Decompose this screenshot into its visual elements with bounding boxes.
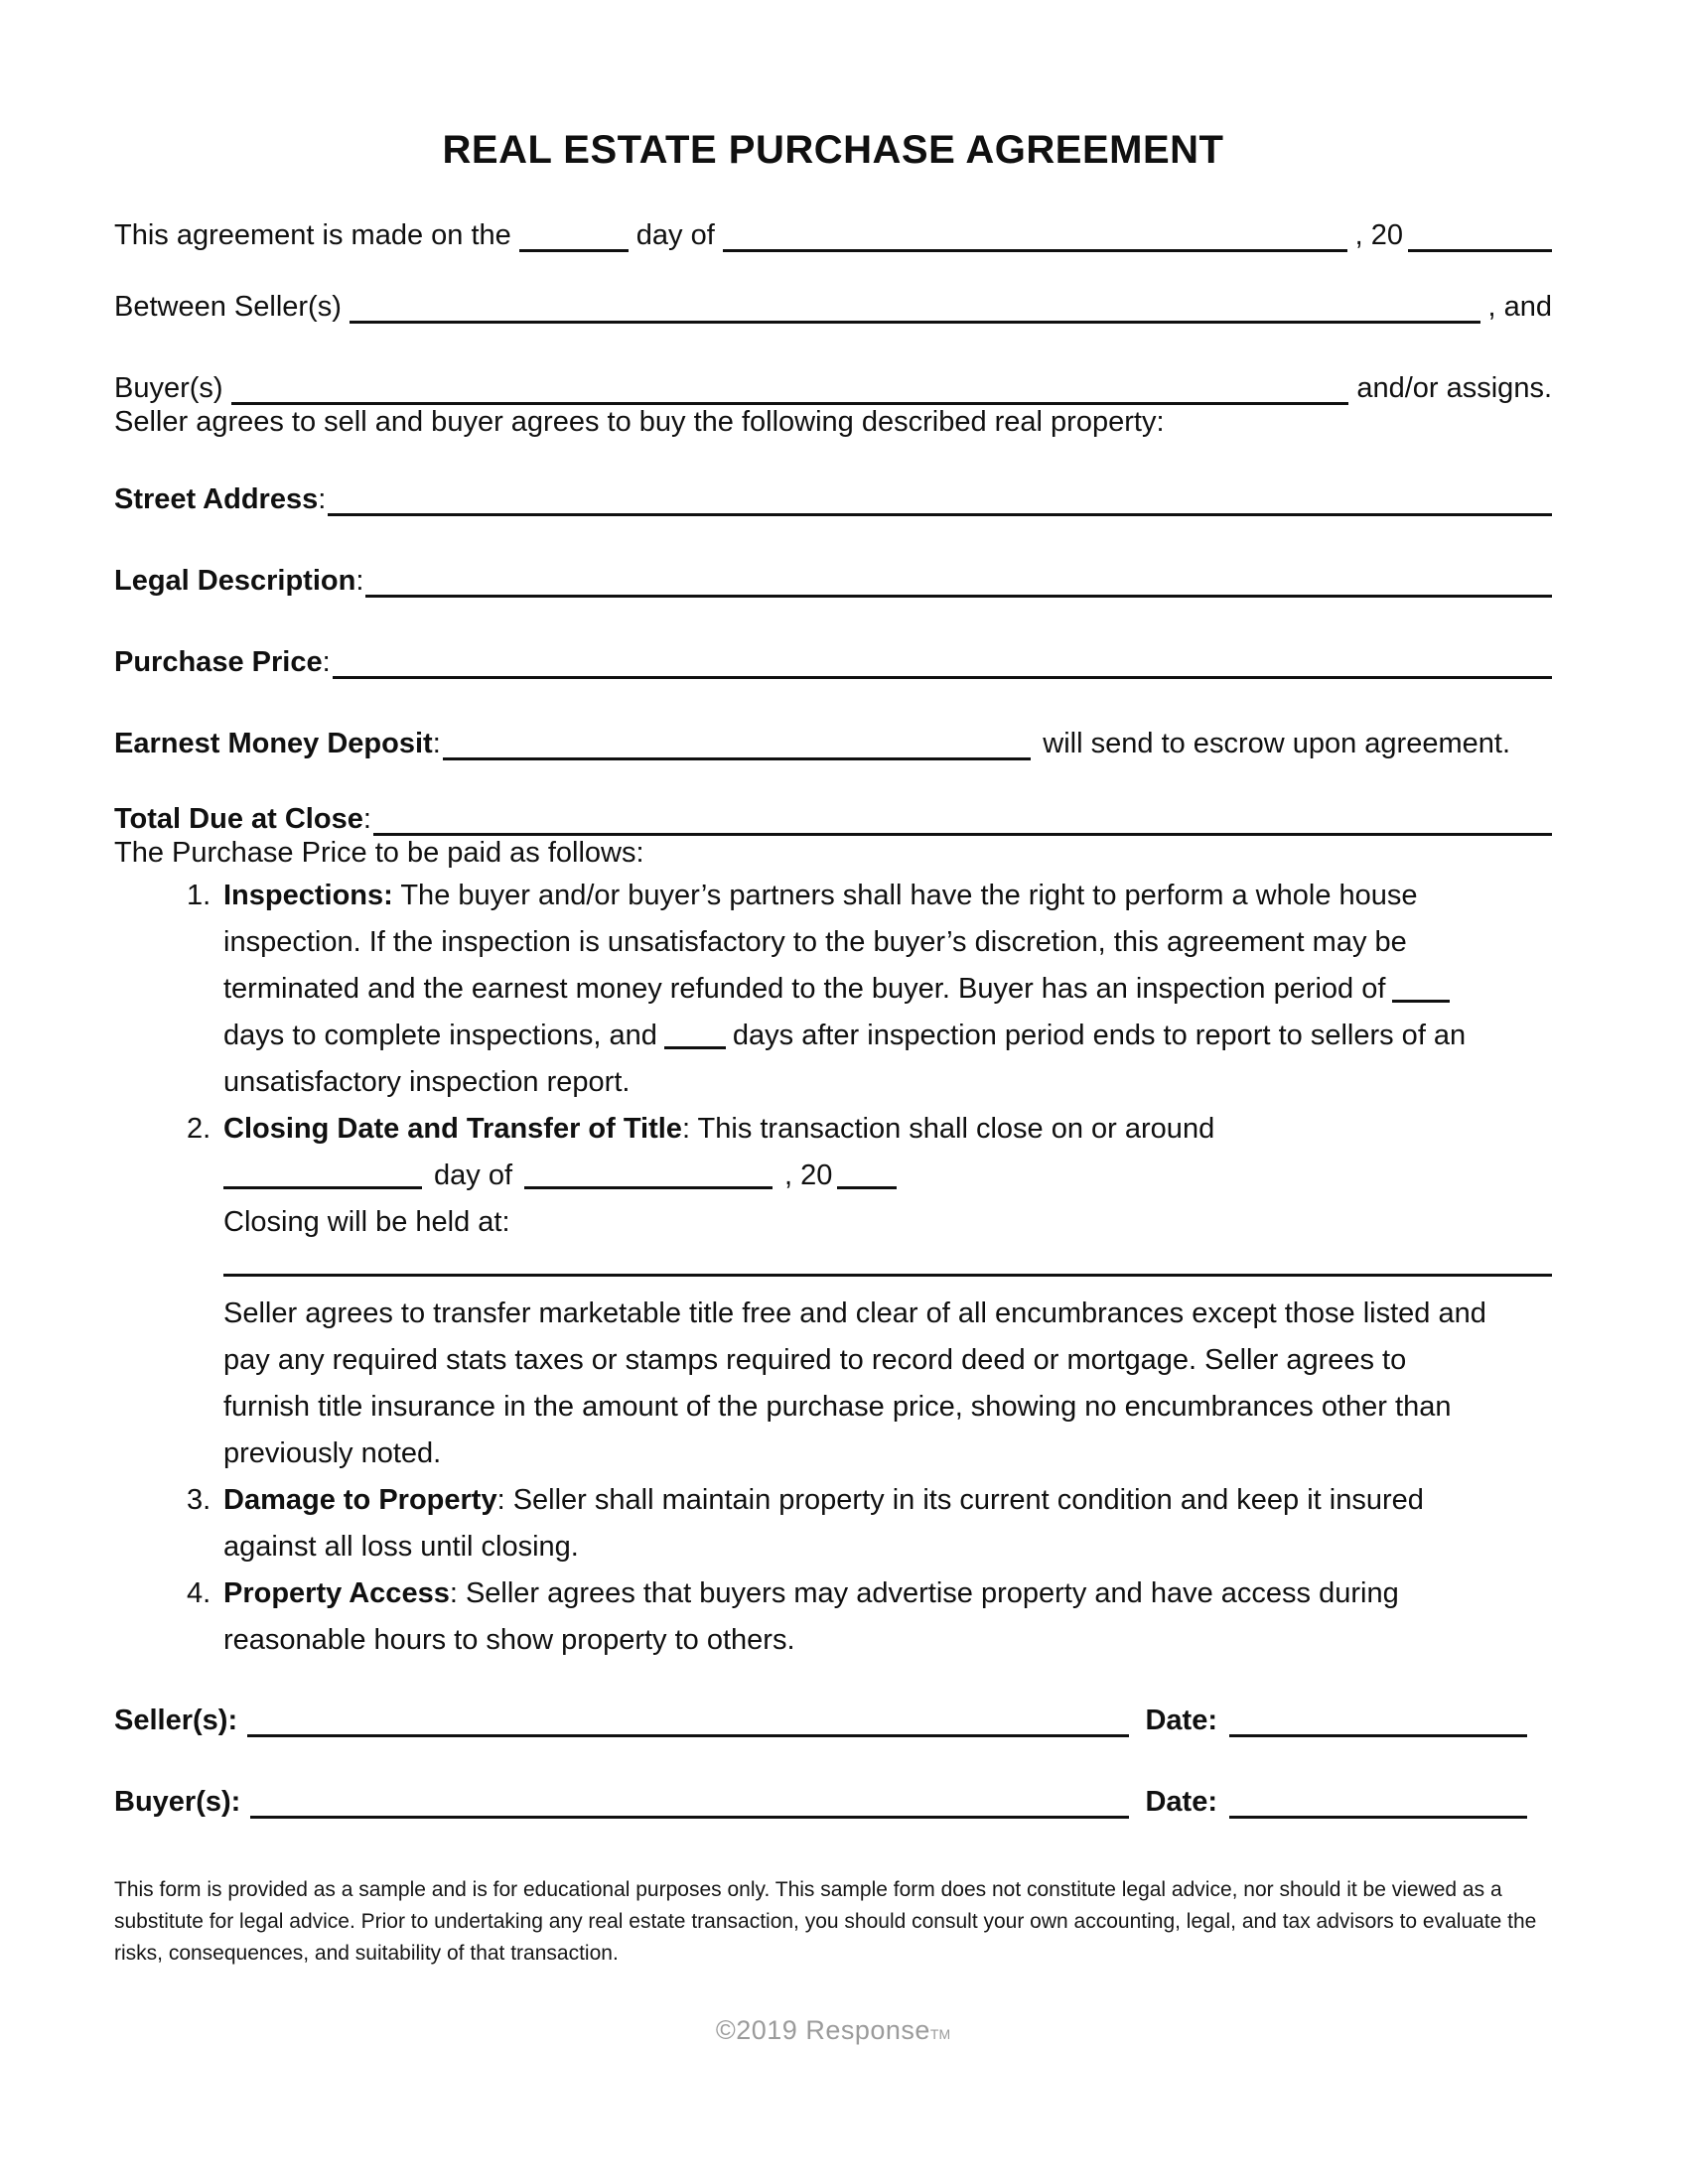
seller-signature-row xyxy=(114,1704,1552,1737)
total-due-colon: : xyxy=(362,803,371,835)
trademark-symbol: TM xyxy=(929,2026,951,2042)
access-heading: Property Access xyxy=(223,1577,450,1609)
agreement-date-text-pre: This agreement is made on the xyxy=(114,219,511,251)
purchase-price-colon: : xyxy=(322,646,331,678)
seller-signature-label: Seller(s): xyxy=(114,1705,238,1736)
street-address-label: Street Address xyxy=(114,483,319,515)
blank-seller-date xyxy=(1229,1734,1527,1737)
seller-names-line xyxy=(114,290,1552,324)
inspections-body-1: The buyer and/or buyer’s partners shall have the right to perform a whole house inspection. If the inspection is unsatisfactory to the buyer’s discretion, this agreement may be terminated and the earnest money refunded to the buyer. Buyer has an inspection period of xyxy=(223,880,1418,1005)
buyer-names-label: Buyer(s) xyxy=(114,372,223,404)
blank-year xyxy=(1408,249,1552,252)
blank-buyer-date xyxy=(1229,1816,1527,1819)
buyer-signature-row xyxy=(114,1785,1552,1819)
item-number-2: 2. xyxy=(187,1113,211,1145)
terms-list xyxy=(114,873,1552,1664)
blank-inspection-days xyxy=(1392,1000,1450,1003)
agreement-date-text-mid: day of xyxy=(635,219,715,251)
item-number-4: 4. xyxy=(187,1577,211,1609)
blank-legal-description xyxy=(365,595,1552,598)
buyer-signature-label: Buyer(s): xyxy=(114,1786,241,1818)
blank-closing-day xyxy=(223,1186,422,1189)
closing-body-2: Seller agrees to transfer marketable title free and clear of all encumbrances except those listed and pay any required stats taxes or stamps required to record deed or mortgage. Seller agrees to furnish title insurance in the amount of the purchase price, showing no encumbrances other than previously noted. xyxy=(223,1297,1486,1469)
closing-text xyxy=(223,1106,1552,1477)
list-item-access xyxy=(114,1570,1552,1664)
payment-terms-intro: The Purchase Price to be paid as follows: xyxy=(114,837,644,869)
buyer-names-suffix: and/or assigns. xyxy=(1356,372,1552,404)
list-item-inspections xyxy=(114,873,1552,1106)
blank-month xyxy=(723,249,1347,252)
list-item-closing xyxy=(114,1106,1552,1477)
street-address-field xyxy=(114,482,1552,516)
blank-closing-year xyxy=(837,1186,897,1189)
item-number-1: 1. xyxy=(187,880,211,911)
agreement-date-text-year: , 20 xyxy=(1354,219,1403,251)
blank-purchase-price xyxy=(333,676,1552,679)
purchase-price-field xyxy=(114,645,1552,679)
purchase-price-label: Purchase Price xyxy=(114,646,323,678)
seller-names-label: Between Seller(s) xyxy=(114,291,342,323)
buyer-names-line xyxy=(114,371,1552,405)
earnest-money-colon: : xyxy=(432,728,441,759)
closing-heading: Closing Date and Transfer of Title xyxy=(223,1113,682,1145)
street-address-colon: : xyxy=(318,483,327,515)
closing-held-label: Closing will be held at: xyxy=(223,1206,510,1238)
buyer-date-label: Date: xyxy=(1145,1786,1217,1818)
earnest-money-field xyxy=(114,727,1552,760)
item-number-3: 3. xyxy=(187,1484,211,1516)
total-due-label: Total Due at Close xyxy=(114,803,363,835)
legal-disclaimer: This form is provided as a sample and is for educational purposes only. This sample form does not constitute legal advice, nor should it be viewed as a substitute for legal advice. Prior to undertaking any real estate transaction, you should consult your own accounting, legal, and tax advisors to evaluate the risks, consequences, and suitability of that transaction. xyxy=(114,1878,1537,1965)
blank-street-address xyxy=(328,513,1552,516)
earnest-money-label: Earnest Money Deposit xyxy=(114,728,433,759)
property-description-intro: Seller agrees to sell and buyer agrees to buy the following described real property: xyxy=(114,406,1165,438)
copyright-text: ©2019 Response xyxy=(715,2015,930,2045)
blank-day-number xyxy=(519,249,629,252)
closing-date-year: , 20 xyxy=(784,1160,833,1191)
closing-body-1: : This transaction shall close on or around xyxy=(681,1113,1215,1145)
damage-body: : Seller shall maintain property in its current condition and keep it insured against all loss until closing. xyxy=(223,1484,1424,1563)
inspections-heading: Inspections: xyxy=(223,880,393,911)
access-text xyxy=(223,1570,1552,1664)
legal-description-label: Legal Description xyxy=(114,565,356,597)
blank-seller-names xyxy=(350,321,1480,324)
closing-line-1 xyxy=(223,1106,1552,1153)
list-item-damage xyxy=(114,1477,1552,1570)
page-title: REAL ESTATE PURCHASE AGREEMENT xyxy=(442,128,1224,172)
legal-description-field xyxy=(114,564,1552,598)
closing-date-line xyxy=(223,1153,1552,1199)
blank-report-days xyxy=(664,1046,726,1049)
damage-heading: Damage to Property xyxy=(223,1484,497,1516)
blank-closing-month xyxy=(524,1186,773,1189)
seller-names-suffix: , and xyxy=(1487,291,1552,323)
blank-earnest-money xyxy=(443,757,1032,760)
inspections-text xyxy=(223,873,1552,1106)
agreement-date-line xyxy=(114,218,1552,252)
inspections-body-2: days to complete inspections, and xyxy=(223,1020,657,1051)
copyright-notice xyxy=(114,2015,1552,2046)
legal-description-colon: : xyxy=(355,565,364,597)
total-due-field xyxy=(114,802,1552,836)
closing-date-mid: day of xyxy=(434,1160,512,1191)
inspections-body-3: days after inspection period ends to report to sellers of an unsatisfactory inspection report. xyxy=(223,1020,1467,1098)
earnest-money-suffix: will send to escrow upon agreement. xyxy=(1043,728,1510,759)
damage-text xyxy=(223,1477,1552,1570)
blank-closing-location xyxy=(223,1274,1552,1277)
blank-buyer-signature xyxy=(250,1816,1129,1819)
access-body: : Seller agrees that buyers may advertise property and have access during reasonable hours to show property to others. xyxy=(223,1577,1399,1656)
seller-date-label: Date: xyxy=(1145,1705,1217,1736)
blank-seller-signature xyxy=(247,1734,1129,1737)
